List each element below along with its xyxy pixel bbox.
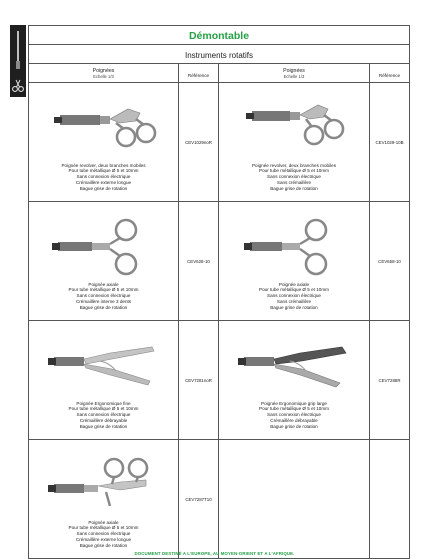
product-description-line: Sans crémaillère <box>276 298 312 304</box>
product-cell <box>29 440 179 559</box>
product-table <box>28 25 410 559</box>
revolver-handle-image <box>40 89 168 161</box>
product-description-line: Sans connexion électrique <box>76 174 131 180</box>
product-description-line: Sans connexion électrique <box>267 174 321 180</box>
instrument-icon <box>14 31 22 71</box>
product-reference: CEV7288R <box>370 321 410 440</box>
product-reference: CEV7281noR <box>179 321 219 440</box>
product-description-line: Pour tube métallique Ø 5 et 10mm <box>68 406 139 412</box>
product-description-line: Pour tube métallique Ø 5 et 10mm <box>68 168 139 174</box>
column-title: Poignées <box>92 67 115 74</box>
product-reference: CEV1029-10B <box>370 83 410 202</box>
product-description-line: Sans connexion électrique <box>267 412 321 418</box>
product-description-line: Pour tube métallique Ø 5 et 10mm <box>68 525 139 531</box>
title-row <box>29 26 410 45</box>
product-reference: CEV1029noR <box>179 83 219 202</box>
axial-handle-image <box>230 208 358 280</box>
product-cell <box>219 83 370 202</box>
column-scale: Echelle 1/3 <box>283 73 305 79</box>
product-description-line: Bague grise de rotation <box>79 185 128 191</box>
product-description-line: Pour tube métallique Ø 5 et 10mm <box>259 406 329 412</box>
product-description-line: Pour tube métallique Ø 5 et 10mm <box>259 287 329 293</box>
product-description-line: Sans connexion électrique <box>76 531 131 537</box>
footer-disclaimer: DOCUMENT DESTINÉ A L'EUROPE, AU MOYEN-ORIENT ET A L'AFRIQUE. <box>134 551 295 556</box>
product-description-line: Poignée Ergonomique fine <box>76 400 131 406</box>
product-description-line: Poignée axiale <box>88 281 119 287</box>
column-title: Poignées <box>283 67 305 74</box>
product-description-line: Poignée Ergonomique grip large <box>261 400 327 406</box>
product-description-line: Poignée axiale <box>88 519 119 525</box>
product-description-line: Poignée axiale <box>278 281 310 287</box>
column-scale: Echelle 1/3 <box>93 73 114 79</box>
product-description-line: Crémaillère débrayable <box>270 417 318 423</box>
subtitle-row <box>29 45 410 64</box>
product-description-line: Bague grise de rotation <box>270 423 318 429</box>
page-title: Démontable <box>188 30 250 42</box>
product-cell <box>29 202 179 321</box>
product-description-line: Crémaillère interne 3 dents <box>75 298 132 304</box>
section-subtitle: Instruments rotatifs <box>185 51 254 60</box>
product-description-line: Bague grise de rotation <box>79 423 128 429</box>
reference-header: Référence <box>378 73 401 78</box>
column-header-ref-right <box>370 64 410 83</box>
product-cell <box>219 202 370 321</box>
product-row <box>29 202 410 321</box>
product-description-line: Crémaillère externe longue <box>75 179 132 185</box>
ergonomic-grip-handle-image <box>230 327 358 399</box>
product-description-line: Bague grise de rotation <box>270 185 318 191</box>
product-row <box>29 83 410 202</box>
product-description-line: Crémaillère débrayable <box>79 417 128 423</box>
product-cell <box>29 83 179 202</box>
revolver-handle-image <box>230 89 358 161</box>
product-description-line: Pour tube métallique Ø 5 et 10mm <box>259 168 329 174</box>
column-header-row <box>29 64 410 83</box>
axial-handle-long-image <box>40 446 168 518</box>
empty-cell <box>219 440 370 559</box>
product-reference: CEV628-10 <box>179 202 219 321</box>
product-cell <box>219 321 370 440</box>
product-description-line: Bague grise de rotation <box>79 542 128 548</box>
product-description-line: Bague grise de rotation <box>270 304 318 310</box>
reference-header: Référence <box>187 73 210 78</box>
scissors-icon <box>12 79 24 93</box>
product-row <box>29 440 410 559</box>
product-row <box>29 321 410 440</box>
product-description-line: Poignée revolver, deux branches mobiles <box>61 162 146 168</box>
column-header-right <box>219 64 370 83</box>
product-cell <box>29 321 179 440</box>
product-description-line: Pour tube métallique Ø 5 et 10mm <box>68 287 139 293</box>
product-description-line: Poignée revolver, deux branches mobiles <box>251 162 336 168</box>
column-header-ref-left <box>179 64 219 83</box>
product-description-line: Bague grise de rotation <box>79 304 128 310</box>
column-header-left <box>29 64 179 83</box>
product-description-line: Sans connexion électrique <box>76 293 131 299</box>
product-description-line: Crémaillère externe longue <box>75 536 132 542</box>
product-description-line: Sans crémaillère <box>276 179 312 185</box>
empty-cell <box>370 440 410 559</box>
side-category-strip <box>10 25 26 97</box>
product-description-line: Sans connexion électrique <box>267 293 321 299</box>
product-reference: CEV7287T10 <box>179 440 219 559</box>
product-reference: CEV658-10 <box>370 202 410 321</box>
ergonomic-handle-image <box>40 327 168 399</box>
axial-handle-image <box>40 208 168 280</box>
product-description-line: Sans connexion électrique <box>76 412 131 418</box>
